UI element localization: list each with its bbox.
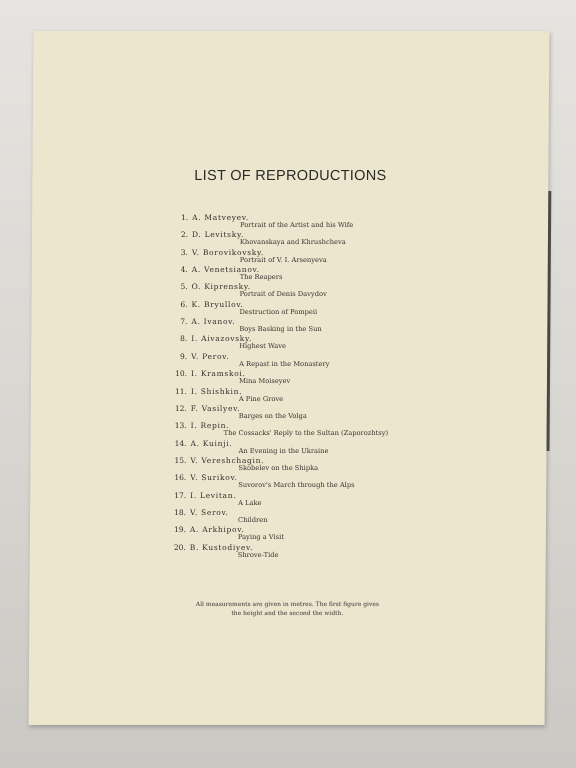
work-title: A Pine Grove — [238, 394, 284, 403]
note-line-2: the height and the second the width. — [231, 610, 344, 617]
artist-name: B. Kustodiyev. — [189, 542, 254, 552]
artist-name: F. Vasilyev. — [190, 403, 241, 413]
item-number: 14. — [174, 438, 187, 448]
work-title: Skobelev on the Shipka — [238, 463, 319, 472]
item-number: 9. — [179, 351, 188, 361]
work-title: A Lake — [238, 498, 262, 507]
item-number: 8. — [180, 334, 188, 344]
artist-name: K. Bryullov. — [191, 299, 244, 309]
work-title: A Repast in the Monastery — [239, 359, 330, 368]
work-title: Children — [237, 515, 268, 524]
work-title: Paying a Visit — [237, 533, 284, 542]
item-number: 15. — [174, 455, 187, 465]
page-title: LIST OF REPRODUCTIONS — [194, 168, 387, 184]
item-number: 7. — [180, 317, 188, 327]
work-title: Portrait of Denis Davydov — [239, 290, 327, 299]
work-title: Destruction of Pompeii — [239, 307, 318, 316]
item-number: 17. — [174, 490, 187, 500]
work-title: Portrait of V. I. Arsenyeva — [239, 255, 327, 264]
item-number: 19. — [173, 525, 186, 535]
artist-name: I. Levitan. — [190, 490, 237, 500]
item-number: 16. — [174, 473, 187, 483]
artist-name: A. Kuinji. — [190, 438, 233, 448]
artist-name: V. Serov. — [190, 507, 229, 517]
work-title: Barges on the Volga — [238, 411, 307, 420]
item-number: 4. — [180, 265, 188, 275]
note-line-1: All measurements are given in metres. The first figure gives — [195, 601, 380, 608]
measurements-note — [29, 600, 545, 618]
work-title: Portrait of the Artist and his Wife — [240, 221, 354, 229]
artist-name: V. Borovikovsky. — [191, 247, 265, 257]
item-number: 13. — [174, 421, 187, 431]
artist-name: D. Levitsky. — [191, 230, 245, 240]
artist-name: I. Shishkin. — [190, 386, 243, 396]
work-title: Suvorov's March through the Alps — [238, 481, 355, 490]
work-title: An Evening in the Ukraine — [238, 446, 329, 455]
item-number: 12. — [174, 403, 187, 413]
item-number: 5. — [180, 282, 188, 292]
artist-name: A. Ivanov. — [191, 317, 236, 327]
work-title: Shrove-Tide — [237, 550, 279, 559]
artist-name: V. Perov. — [191, 351, 230, 361]
artist-name: O. Kiprensky. — [191, 282, 251, 292]
work-title: Boys Basking in the Sun — [239, 325, 322, 334]
work-title: The Reapers — [239, 273, 283, 282]
item-number: 2. — [180, 230, 189, 240]
document-page — [29, 31, 550, 725]
artist-name: I. Kramskoi. — [190, 369, 246, 379]
artist-name: V. Surikov. — [190, 473, 238, 483]
artist-name: I. Repin. — [190, 421, 230, 431]
item-number: 20. — [173, 542, 186, 552]
artist-name: V. Vereshchagin. — [190, 455, 265, 465]
artist-name: A. Arkhipov. — [189, 525, 245, 535]
work-title: Mina Moiseyev — [238, 377, 291, 386]
list-item — [30, 543, 546, 565]
work-title: Khovanskaya and Khrushcheva — [239, 238, 346, 247]
work-title: The Cossacks' Reply to the Sultan (Zaporozhtsy) — [223, 429, 389, 438]
item-number: 3. — [180, 247, 188, 257]
artist-name: A. Matveyev. — [192, 213, 249, 222]
item-number: 18. — [174, 507, 187, 517]
artist-name: A. Venetsianov. — [191, 265, 260, 275]
work-title: Highest Wave — [239, 342, 287, 351]
item-number: 1. — [180, 213, 189, 222]
artist-name: I. Aivazovsky. — [191, 334, 253, 344]
item-number: 11. — [174, 386, 187, 396]
item-number: 10. — [175, 369, 188, 379]
item-number: 6. — [180, 299, 188, 309]
